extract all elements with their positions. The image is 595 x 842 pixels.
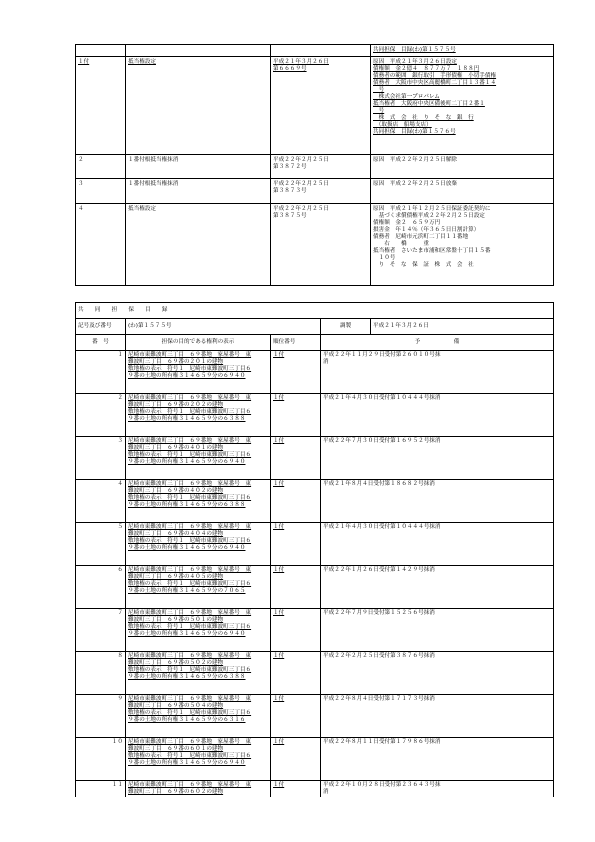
entry-purpose: １番付根抵当権抹消 xyxy=(126,155,271,179)
row-note: 平成２２年８月４日受付第１７１７３号抹消 xyxy=(321,695,554,738)
table-row xyxy=(76,523,554,566)
entry-purpose: １番付根抵当権抹消 xyxy=(126,179,271,204)
symbol-value: (わ)第１５７５号 xyxy=(126,319,321,335)
row-number: ３ xyxy=(76,437,126,480)
row-note: 平成２２年７月９日受付第１５２５６号抹消 xyxy=(321,609,554,652)
row-number: １０ xyxy=(76,738,126,781)
entry-date: 平成２２年２月２５日 第３８７３号 xyxy=(271,179,371,204)
entry-cause: 原因 平成２１年１２月２５日保証委託契約に 基づく求償債権平成２２年２月２５日設定 債権額 金２ ６５９万円 損害金 年１４％（年３６５日日割計算） 債務者 尼崎市元浜町二丁目１１番地 右 橋 重 抵当権者 さいたま市浦和区常盤十丁目１５番 １０号 り そ な 保 証 株 式 会 社 xyxy=(371,204,554,286)
row-rights: 尼崎市東難波町三丁目 ６９番地 家屋番号 東 難波町三丁目 ６９番の４０５の建物 敷地権の表示 符号１ 尼崎市東難波町三丁目６ ９番の土地の所有権３１４６５９分の７０６５ xyxy=(126,566,271,609)
row-rights: 尼崎市東難波町三丁目 ６９番地 家屋番号 東 難波町三丁目 ６９番の６０１の建物 敷地権の表示 符号１ 尼崎市東難波町三丁目６ ９番の土地の所有権３１４６５９分の６９４０ xyxy=(126,738,271,781)
col-rank-header: 順位番号 xyxy=(271,335,321,351)
row-rank: １付 xyxy=(271,437,321,480)
entry-cause: 共同担保 目録(わ)第１５７５号 xyxy=(371,45,554,57)
table-row xyxy=(76,781,554,798)
row-note: 平成２２年１０月２８日受付第２３６４３号抹 消 xyxy=(321,781,554,798)
table-row xyxy=(76,394,554,437)
row-number: ４ xyxy=(76,480,126,523)
row-note: 平成２１年４月３０日受付第１０４４４号抹消 xyxy=(321,394,554,437)
row-rights: 尼崎市東難波町三丁目 ６９番地 家屋番号 東 難波町三丁目 ６９番の２０１の建物 敷地権の表示 符号１ 尼崎市東難波町三丁目６ ９番の土地の所有権３１４６５９分の６９４０ xyxy=(126,351,271,394)
registry-entry-table xyxy=(75,44,554,286)
row-number: １１ xyxy=(76,781,126,798)
row-number: １ xyxy=(76,351,126,394)
col-rights-header: 担保の目的である権利の表示 xyxy=(126,335,271,351)
row-rank: １付 xyxy=(271,480,321,523)
entry-number xyxy=(76,45,126,57)
entry-cause: 原因 平成２２年２月２５日放棄 xyxy=(371,179,554,204)
prepare-label: 調製 xyxy=(321,319,371,335)
row-number: ２ xyxy=(76,394,126,437)
table-row xyxy=(76,480,554,523)
row-note: 平成２２年１１月２９日受付第２６０１０号抹 消 xyxy=(321,351,554,394)
row-number: ６ xyxy=(76,566,126,609)
entry-number: ２ xyxy=(76,155,126,179)
entry-date: 平成２１年３月２６日 第６６６９号 xyxy=(271,57,371,155)
entry-cause: 原因 平成２１年３月２６日設定 債権額 金２億４ ８７７万７ １８８円 債務者の範囲 銀行取引 手形債権 小切手債権 債務者 大阪市中央区高麗橋町二丁目１３番１４ 号 株式会社第一プロパレム 抵当権者 大阪府中央区備後町二丁目２番１ 号 株 式 会 社 り そ な 銀 行 （取扱店 船場支店） 共同担保 目録(わ)第１５７６号 xyxy=(371,57,554,155)
row-note: 平成２２年８月１１日受付第１７９８６号抹消 xyxy=(321,738,554,781)
row-rank: １付 xyxy=(271,695,321,738)
row-rights: 尼崎市東難波町三丁目 ６９番地 家屋番号 東 難波町三丁目 ６９番の４０２の建物 敷地権の表示 符号１ 尼崎市東難波町三丁目６ ９番の土地の所有権３１４６５９分の６３８８ xyxy=(126,480,271,523)
row-rights: 尼崎市東難波町三丁目 ６９番地 家屋番号 東 難波町三丁目 ６９番の６０２の建物 xyxy=(126,781,271,798)
row-rights: 尼崎市東難波町三丁目 ６９番地 家屋番号 東 難波町三丁目 ６９番の４０１の建物 敷地権の表示 符号１ 尼崎市東難波町三丁目６ ９番の土地の所有権３１４６５９分の６９４０ xyxy=(126,437,271,480)
row-rights: 尼崎市東難波町三丁目 ６９番地 家屋番号 東 難波町三丁目 ６９番の５０４の建物 敷地権の表示 符号１ 尼崎市東難波町三丁目６ ９番の土地の所有権３１４６５９分の６３１６ xyxy=(126,695,271,738)
table-row xyxy=(76,609,554,652)
collateral-catalog-table xyxy=(75,302,554,797)
row-rank: １付 xyxy=(271,351,321,394)
row-number: ７ xyxy=(76,609,126,652)
table-row xyxy=(76,652,554,695)
col-note-header: 予 備 xyxy=(321,335,554,351)
row-rank: １付 xyxy=(271,609,321,652)
row-rights: 尼崎市東難波町三丁目 ６９番地 家屋番号 東 難波町三丁目 ６９番の２０２の建物 敷地権の表示 符号１ 尼崎市東難波町三丁目６ ９番の土地の所有権３１４６５９分の６３８８ xyxy=(126,394,271,437)
row-rank: １付 xyxy=(271,738,321,781)
table-row xyxy=(76,738,554,781)
table-row xyxy=(76,437,554,480)
entry-purpose: 抵当権設定 xyxy=(126,57,271,155)
entry-date: 平成２２年２月２５日 第３８７２号 xyxy=(271,155,371,179)
symbol-label: 記号及び番号 xyxy=(76,319,126,335)
entry-number: ４ xyxy=(76,204,126,286)
row-number: ５ xyxy=(76,523,126,566)
entry-number: ３ xyxy=(76,179,126,204)
entry-date xyxy=(271,45,371,57)
row-rank: １付 xyxy=(271,394,321,437)
col-number-header: 番 号 xyxy=(76,335,126,351)
row-note: 平成２２年１月２６日受付第１４２９号抹消 xyxy=(321,566,554,609)
row-rights: 尼崎市東難波町三丁目 ６９番地 家屋番号 東 難波町三丁目 ６９番の４０４の建物 敷地権の表示 符号１ 尼崎市東難波町三丁目６ ９番の土地の所有権３１４６５９分の６９４０ xyxy=(126,523,271,566)
row-number: ９ xyxy=(76,695,126,738)
table-row xyxy=(76,566,554,609)
row-note: 平成２２年２月２５日受付第３８７６号抹消 xyxy=(321,652,554,695)
row-rank: １付 xyxy=(271,652,321,695)
row-number: ８ xyxy=(76,652,126,695)
row-rank: １付 xyxy=(271,781,321,798)
row-note: 平成２１年８月４日受付第１８６８２号抹消 xyxy=(321,480,554,523)
row-rights: 尼崎市東難波町三丁目 ６９番地 家屋番号 東 難波町三丁目 ６９番の５０２の建物 敷地権の表示 符号１ 尼崎市東難波町三丁目６ ９番の土地の所有権３１４６５９分の６３８８ xyxy=(126,652,271,695)
entry-number: １付 xyxy=(76,57,126,155)
row-note: 平成２１年４月３０日受付第１０４４４号抹消 xyxy=(321,523,554,566)
row-rank: １付 xyxy=(271,566,321,609)
entry-date: 平成２２年２月２５日 第３８７５号 xyxy=(271,204,371,286)
table-row xyxy=(76,695,554,738)
row-rank: １付 xyxy=(271,523,321,566)
table-row xyxy=(76,351,554,394)
catalog-title: 共 同 担 保 目 録 xyxy=(76,303,554,319)
entry-purpose xyxy=(126,45,271,57)
entry-cause: 原因 平成２２年２月２５日解除 xyxy=(371,155,554,179)
row-rights: 尼崎市東難波町三丁目 ６９番地 家屋番号 東 難波町三丁目 ６９番の５０１の建物 敷地権の表示 符号１ 尼崎市東難波町三丁目６ ９番の土地の所有権３１４６５９分の６９４０ xyxy=(126,609,271,652)
row-note: 平成２２年７月３０日受付第１６９５２号抹消 xyxy=(321,437,554,480)
entry-purpose: 抵当権設定 xyxy=(126,204,271,286)
prepare-value: 平成２１年３月２６日 xyxy=(371,319,554,335)
